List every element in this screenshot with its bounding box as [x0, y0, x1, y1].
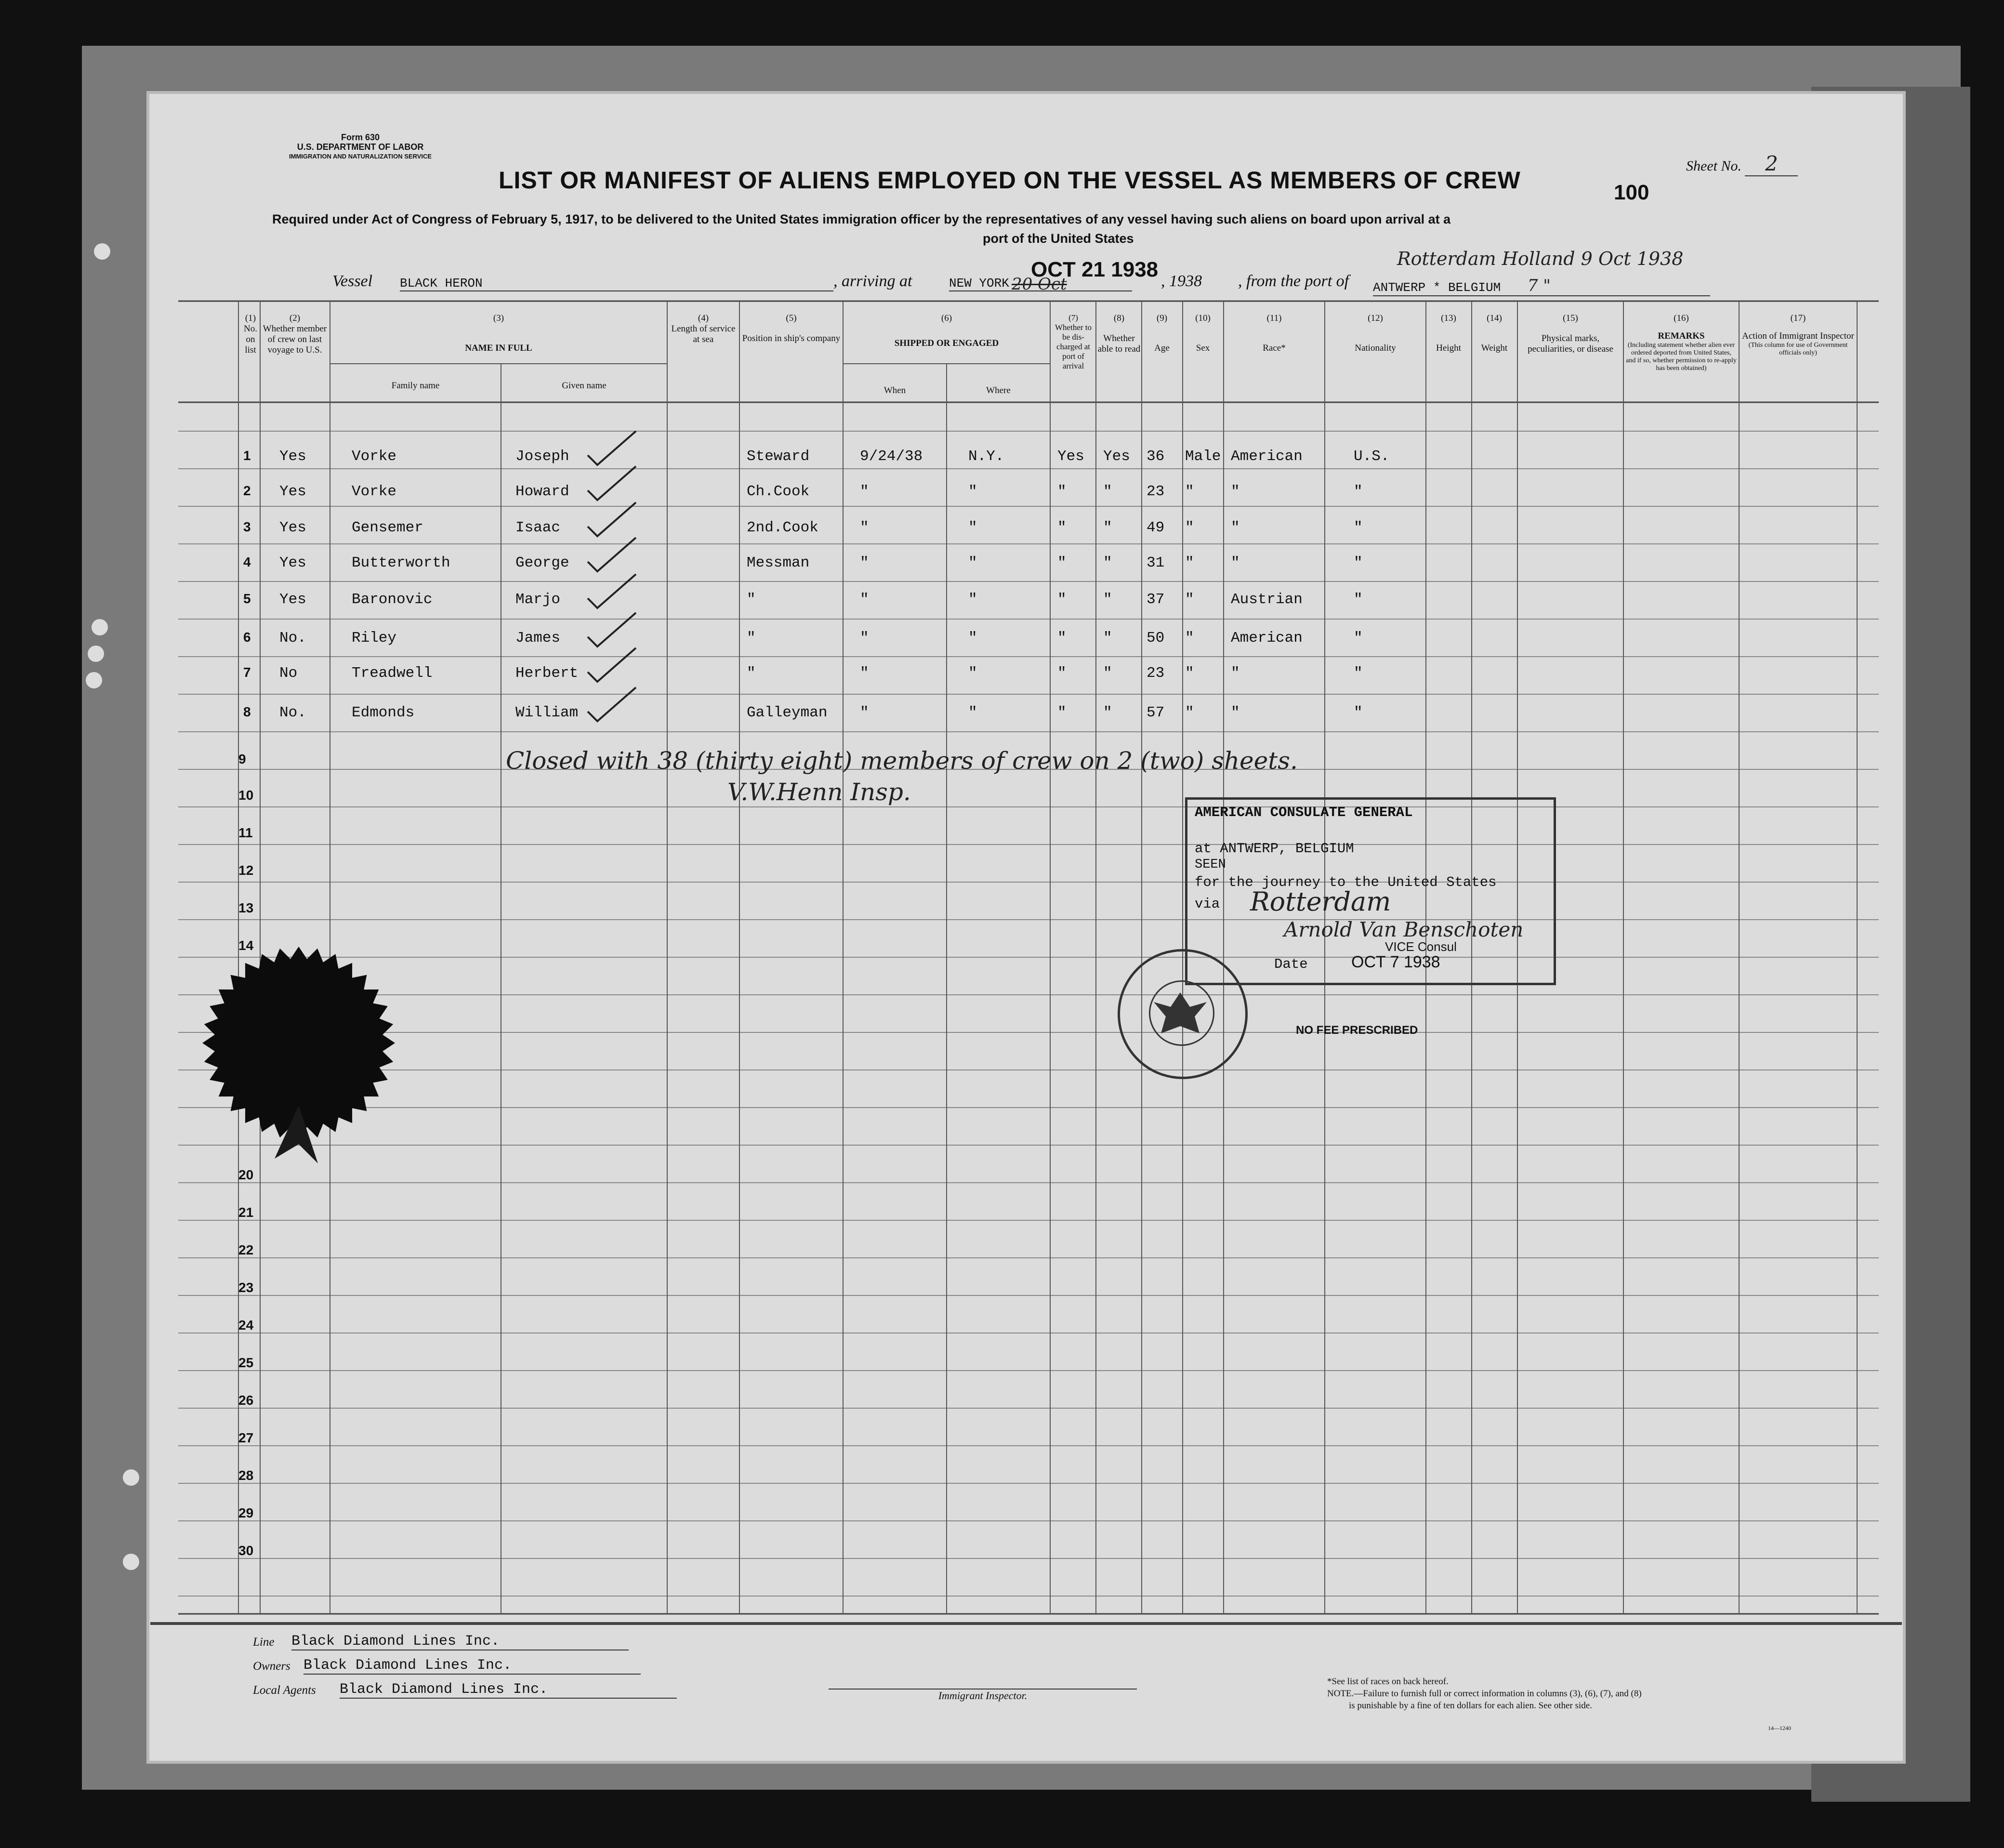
service: IMMIGRATION AND NATURALIZATION SERVICE — [289, 153, 432, 160]
position-cell: Galleyman — [747, 704, 828, 721]
shipped-where-cell: N.Y. — [968, 448, 1004, 465]
discharged-cell: " — [1057, 591, 1067, 608]
shipped-where-cell: " — [968, 665, 977, 682]
family-name-cell: Butterworth — [352, 554, 450, 571]
stamp-line-4: for the journey to the United States — [1195, 874, 1497, 890]
subtitle-line-1: Required under Act of Congress of February 5, 1917, to be delivered to the United States immigration officer by the representatives of any vessel having such aliens on board upon arrival at a — [272, 212, 1451, 226]
empty-row-number: 14 — [238, 938, 254, 953]
able-to-read-cell: " — [1103, 554, 1112, 571]
checkmark-icon — [583, 535, 641, 574]
row-number: 5 — [243, 591, 251, 606]
subtitle-line-2: port of the United States — [983, 231, 1134, 246]
row-number: 2 — [243, 483, 251, 498]
wax-seal — [188, 932, 409, 1173]
line-value: Black Diamond Lines Inc. — [291, 1633, 629, 1650]
age-cell: 31 — [1147, 554, 1165, 571]
where-header: Where — [986, 385, 1011, 396]
able-to-read-cell: " — [1103, 483, 1112, 500]
col-11-header: (11) Race* — [1263, 313, 1286, 353]
col-14-header: (14) Weight — [1481, 313, 1508, 353]
last-voyage-cell: No. — [279, 630, 306, 647]
stamp-line-3: SEEN — [1195, 858, 1226, 872]
shipped-where-cell: " — [968, 591, 977, 608]
col-7-header: (7) Whether to be dis-charged at port of arrival — [1055, 313, 1092, 370]
nationality-cell: " — [1354, 554, 1363, 571]
shipped-where-cell: " — [968, 519, 977, 536]
nationality-cell: " — [1354, 591, 1363, 608]
position-cell: " — [747, 591, 756, 608]
checkmark-icon — [583, 572, 641, 610]
empty-row-number: 27 — [238, 1430, 254, 1445]
shipped-where-cell: " — [968, 554, 977, 571]
arriving-label: , arriving at — [833, 272, 912, 290]
row-number: 3 — [243, 519, 251, 534]
able-to-read-cell: Yes — [1103, 448, 1130, 465]
family-name-cell: Gensemer — [352, 519, 423, 536]
col-17-header: (17) Action of Immigrant Inspector (This column for use of Government officials only) — [1742, 313, 1854, 356]
row-number: 4 — [243, 554, 251, 569]
consulate-seal — [1118, 949, 1248, 1079]
discharged-cell: " — [1057, 630, 1067, 647]
given-name-cell: Marjo — [515, 591, 561, 608]
row-number: 1 — [243, 448, 251, 463]
sheet-value: 2 — [1745, 152, 1798, 176]
agents-label: Local Agents — [253, 1684, 316, 1697]
checkmark-icon — [583, 429, 641, 467]
position-cell: " — [747, 665, 756, 682]
stamp-date-label: Date — [1274, 956, 1308, 972]
shipped-when-cell: " — [860, 630, 869, 647]
empty-row-number: 29 — [238, 1505, 254, 1520]
from-label: , from the port of — [1238, 272, 1349, 290]
shipped-where-cell: " — [968, 483, 977, 500]
note-3: is punishable by a fine of ten dollars for each alien. See other side. — [1349, 1701, 1592, 1711]
nationality-cell: " — [1354, 483, 1363, 500]
col-2-header: (2) Whether member of crew on last voyage to U.S. — [263, 313, 327, 355]
handwritten-port: Rotterdam Holland 9 Oct 1938 — [1397, 248, 1684, 269]
year: , 1938 — [1161, 272, 1202, 290]
sex-cell: " — [1185, 519, 1194, 536]
family-name-cell: Vorke — [352, 448, 397, 465]
last-voyage-cell: Yes — [279, 554, 306, 571]
empty-row-number: 22 — [238, 1242, 254, 1257]
col-3-header: (3) NAME IN FULL — [465, 313, 532, 353]
shipped-when-cell: " — [860, 591, 869, 608]
col-10-header: (10) Sex — [1195, 313, 1211, 353]
note-2: NOTE.—Failure to furnish full or correct information in columns (3), (6), (7), and (8) — [1327, 1689, 1642, 1699]
able-to-read-cell: " — [1103, 519, 1112, 536]
position-cell: 2nd.Cook — [747, 519, 818, 536]
arriving-port: NEW YORK — [949, 276, 1132, 291]
nationality-cell: " — [1354, 665, 1363, 682]
given-name-cell: Herbert — [515, 665, 579, 682]
race-cell: " — [1231, 665, 1240, 682]
checkmark-icon — [583, 610, 641, 649]
last-voyage-cell: Yes — [279, 448, 306, 465]
race-cell: " — [1231, 554, 1240, 571]
row-number: 6 — [243, 630, 251, 645]
col-9-header: (9) Age — [1154, 313, 1170, 353]
shipped-when-cell: " — [860, 483, 869, 500]
arrival-stamp: OCT 21 1938 — [1031, 258, 1159, 281]
shipped-when-cell: " — [860, 704, 869, 721]
empty-row-number: 11 — [238, 825, 253, 840]
race-cell: American — [1231, 448, 1303, 465]
eagle-icon — [1118, 949, 1243, 1074]
given-name-cell: Joseph — [515, 448, 569, 465]
checkmark-icon — [583, 464, 641, 502]
position-cell: Steward — [747, 448, 810, 465]
position-cell: " — [747, 630, 756, 647]
sex-cell: " — [1185, 665, 1194, 682]
family-name-header: Family name — [391, 381, 440, 391]
age-cell: 50 — [1147, 630, 1165, 647]
able-to-read-cell: " — [1103, 665, 1112, 682]
line-label: Line — [253, 1636, 275, 1649]
last-voyage-cell: No — [279, 665, 298, 682]
family-name-cell: Baronovic — [352, 591, 433, 608]
race-cell: " — [1231, 704, 1240, 721]
col-15-header: (15) Physical marks, peculiarities, or disease — [1528, 313, 1613, 354]
shipped-when-cell: 9/24/38 — [860, 448, 923, 465]
discharged-cell: " — [1057, 519, 1067, 536]
position-cell: Ch.Cook — [747, 483, 810, 500]
vessel-label: Vessel — [332, 272, 373, 290]
stamp-date-value: OCT 7 1938 — [1351, 953, 1440, 971]
shipped-when-cell: " — [860, 519, 869, 536]
manifest-page — [149, 94, 1903, 1761]
race-cell: " — [1231, 519, 1240, 536]
closing-note: Closed with 38 (thirty eight) members of crew on 2 (two) sheets. — [506, 747, 1298, 775]
row-number: 8 — [243, 704, 251, 719]
closing-signature: V.W.Henn Insp. — [727, 778, 911, 806]
sex-cell: " — [1185, 554, 1194, 571]
sex-cell: " — [1185, 483, 1194, 500]
empty-row-number: 10 — [238, 788, 254, 803]
last-voyage-cell: Yes — [279, 483, 306, 500]
owners-label: Owners — [253, 1660, 290, 1673]
sex-cell: " — [1185, 630, 1194, 647]
given-name-cell: James — [515, 630, 561, 647]
age-cell: 57 — [1147, 704, 1165, 721]
age-cell: 36 — [1147, 448, 1165, 465]
given-name-cell: Howard — [515, 483, 569, 500]
family-name-cell: Edmonds — [352, 704, 415, 721]
sheet-label: Sheet No. — [1686, 158, 1741, 174]
owners-value: Black Diamond Lines Inc. — [303, 1657, 641, 1675]
shipped-when-cell: " — [860, 554, 869, 571]
age-cell: 49 — [1147, 519, 1165, 536]
checkmark-icon — [583, 646, 641, 684]
family-name-cell: Riley — [352, 630, 397, 647]
last-voyage-cell: No. — [279, 704, 306, 721]
inspector-signature-line: Immigrant Inspector. — [829, 1689, 1137, 1702]
col-12-header: (12) Nationality — [1355, 313, 1396, 353]
given-name-header: Given name — [562, 381, 606, 391]
discharged-cell: Yes — [1057, 448, 1084, 465]
consul-title: VICE Consul — [1385, 939, 1457, 954]
col-1-header: (1) No. on list — [244, 313, 257, 355]
col-8-header: (8) Whether able to read — [1097, 313, 1141, 354]
col-16-header: (16) REMARKS (Including statement whether alien ever ordered deported from United States, and if so, whether permission to re-apply has been obtained) — [1626, 313, 1737, 372]
print-code: 14—1240 — [1768, 1725, 1791, 1731]
family-name-cell: Vorke — [352, 483, 397, 500]
empty-row-number: 30 — [238, 1543, 254, 1558]
sex-cell: " — [1185, 591, 1194, 608]
consul-signature: Arnold Van Benschoten — [1284, 918, 1524, 941]
shipped-where-cell: " — [968, 704, 977, 721]
no-fee-stamp: NO FEE PRESCRIBED — [1296, 1024, 1418, 1037]
department: U.S. DEPARTMENT OF LABOR — [297, 142, 424, 152]
empty-row-number: 26 — [238, 1393, 254, 1408]
col-4-header: (4) Length of service at sea — [671, 313, 736, 344]
position-cell: Messman — [747, 554, 810, 571]
from-day: 7 " — [1527, 276, 1551, 295]
checkmark-icon — [583, 500, 641, 539]
given-name-cell: William — [515, 704, 579, 721]
nationality-cell: " — [1354, 630, 1363, 647]
empty-row-number: 24 — [238, 1318, 254, 1333]
via-label: via — [1195, 896, 1220, 912]
from-port-value: ANTWERP * BELGIUM — [1373, 280, 1501, 295]
discharged-cell: " — [1057, 554, 1067, 571]
via-value: Rotterdam — [1250, 886, 1391, 917]
nationality-cell: " — [1354, 519, 1363, 536]
empty-row-number: 13 — [238, 900, 254, 915]
given-name-cell: Isaac — [515, 519, 561, 536]
agents-value: Black Diamond Lines Inc. — [340, 1681, 677, 1699]
last-voyage-cell: Yes — [279, 519, 306, 536]
checkmark-icon — [583, 685, 641, 724]
empty-row-number: 25 — [238, 1355, 254, 1370]
crossed-date: 20 Oct — [1012, 275, 1067, 294]
race-cell: Austrian — [1231, 591, 1303, 608]
sex-cell: Male — [1185, 448, 1221, 465]
discharged-cell: " — [1057, 483, 1067, 500]
stamp-line-1: AMERICAN CONSULATE GENERAL — [1195, 805, 1413, 820]
row-number: 7 — [243, 665, 251, 680]
nationality-cell: " — [1354, 704, 1363, 721]
race-cell: American — [1231, 630, 1303, 647]
form-number: Form 630 — [341, 132, 380, 142]
discharged-cell: " — [1057, 665, 1067, 682]
shipped-when-cell: " — [860, 665, 869, 682]
age-cell: 23 — [1147, 483, 1165, 500]
able-to-read-cell: " — [1103, 704, 1112, 721]
able-to-read-cell: " — [1103, 630, 1112, 647]
able-to-read-cell: " — [1103, 591, 1112, 608]
empty-row-number: 28 — [238, 1468, 254, 1483]
age-cell: 23 — [1147, 665, 1165, 682]
col-5-header: (5) Position in ship's company — [742, 313, 841, 343]
page-title: LIST OR MANIFEST OF ALIENS EMPLOYED ON THE VESSEL AS MEMBERS OF CREW — [499, 167, 1521, 194]
stamp-number: 100 — [1614, 181, 1649, 204]
empty-row-number: 23 — [238, 1280, 254, 1295]
col-13-header: (13) Height — [1436, 313, 1461, 353]
age-cell: 37 — [1147, 591, 1165, 608]
col-6-header: (6) SHIPPED OR ENGAGED — [894, 313, 999, 348]
sex-cell: " — [1185, 704, 1194, 721]
nationality-cell: U.S. — [1354, 448, 1390, 465]
shipped-where-cell: " — [968, 630, 977, 647]
empty-row-number: 21 — [238, 1205, 254, 1220]
given-name-cell: George — [515, 554, 569, 571]
when-header: When — [883, 385, 906, 396]
discharged-cell: " — [1057, 704, 1067, 721]
race-cell: " — [1231, 483, 1240, 500]
empty-row-number: 9 — [238, 752, 246, 766]
note-1: *See list of races on back hereof. — [1327, 1676, 1449, 1687]
empty-row-number: 12 — [238, 863, 254, 878]
family-name-cell: Treadwell — [352, 665, 433, 682]
vessel-name: BLACK HERON — [400, 276, 833, 291]
last-voyage-cell: Yes — [279, 591, 306, 608]
empty-row-number: 20 — [238, 1167, 254, 1182]
stamp-line-2: at ANTWERP, BELGIUM — [1195, 841, 1354, 857]
